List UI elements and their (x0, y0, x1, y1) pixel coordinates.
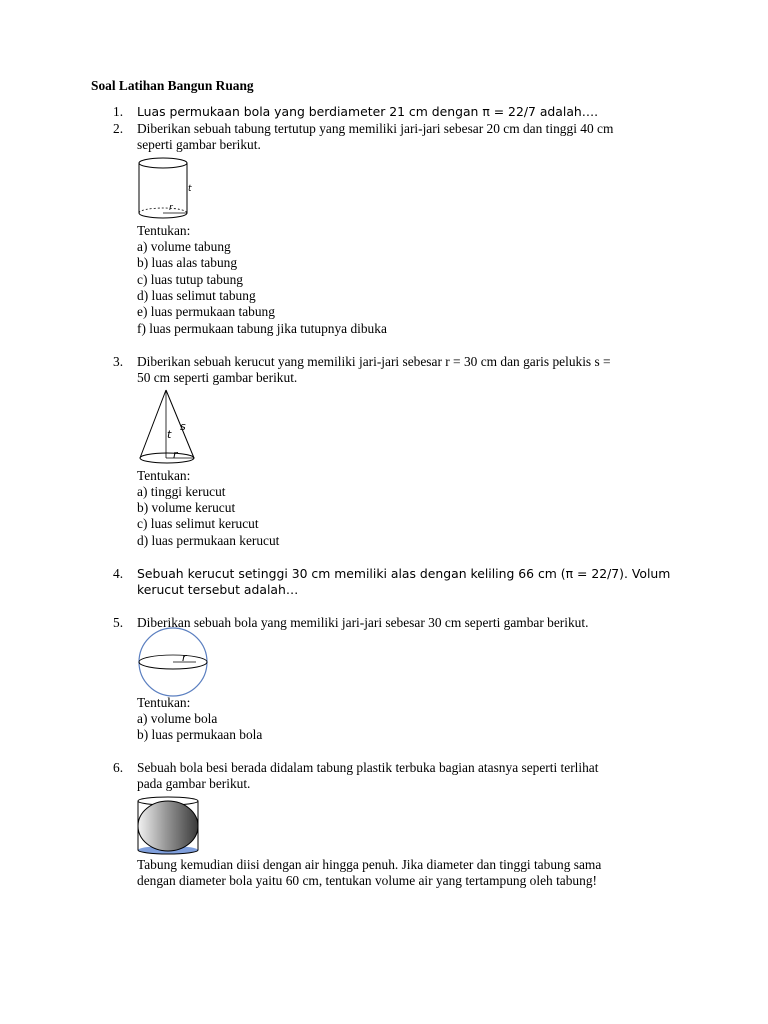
question-4-number: 4. (113, 566, 124, 581)
cone-label-s: s (180, 420, 186, 433)
question-3-line-2: 50 cm seperti gambar berikut. (137, 370, 298, 385)
question-2-item: d) luas selimut tabung (137, 288, 256, 303)
question-3-item: b) volume kerucut (137, 500, 236, 515)
question-2-item: a) volume tabung (137, 239, 231, 254)
question-6-line-2: pada gambar berikut. (137, 776, 251, 791)
question-3-tentukan: Tentukan: (137, 468, 191, 483)
cone-figure (136, 388, 206, 468)
question-3-line-1: Diberikan sebuah kerucut yang memiliki jari-jari sebesar r = 30 cm dan garis pelukis s = (137, 354, 611, 369)
sphere-label-r: r (182, 651, 187, 664)
question-6-line-3: Tabung kemudian diisi dengan air hingga penuh. Jika diameter dan tinggi tabung sama (137, 857, 602, 872)
ball-in-tube-figure (136, 795, 206, 857)
question-1-number: 1. (113, 104, 124, 119)
question-3-item: d) luas permukaan kerucut (137, 533, 280, 548)
iron-ball (138, 801, 198, 851)
question-4-line-1: Sebuah kerucut setinggi 30 cm memiliki alas dengan keliling 66 cm (π = 22/7). Volum (137, 566, 671, 581)
question-2-number: 2. (113, 121, 124, 136)
question-3-number: 3. (113, 354, 124, 369)
question-5-tentukan: Tentukan: (137, 695, 191, 710)
sphere-figure (136, 633, 212, 693)
cone-label-t: t (167, 428, 172, 441)
cone-label-r: r (173, 448, 178, 461)
question-3-item: a) tinggi kerucut (137, 484, 226, 499)
question-6-line-4: dengan diameter bola yaitu 60 cm, tentukan volume air yang tertampung oleh tabung! (137, 873, 597, 888)
question-5-item: a) volume bola (137, 711, 218, 726)
question-1-text: Luas permukaan bola yang berdiameter 21 cm dengan π = 22/7 adalah…. (137, 104, 599, 119)
question-2-line-1: Diberikan sebuah tabung tertutup yang memiliki jari-jari sebesar 20 cm dan tinggi 40 cm (137, 121, 614, 136)
question-6-line-1: Sebuah bola besi berada didalam tabung plastik terbuka bagian atasnya seperti terlihat (137, 760, 599, 775)
question-6-number: 6. (113, 760, 124, 775)
question-5-item: b) luas permukaan bola (137, 727, 263, 742)
question-4-line-2: kerucut tersebut adalah… (137, 582, 299, 597)
question-5-number: 5. (113, 615, 124, 630)
question-2-item: c) luas tutup tabung (137, 272, 243, 287)
question-2-item: f) luas permukaan tabung jika tutupnya dibuka (137, 321, 387, 336)
question-3-item: c) luas selimut kerucut (137, 516, 259, 531)
question-2-item: e) luas permukaan tabung (137, 304, 275, 319)
cylinder-label-t: t (188, 184, 192, 194)
cylinder-figure (136, 155, 206, 221)
page-title: Soal Latihan Bangun Ruang (91, 78, 254, 93)
question-2-line-2: seperti gambar berikut. (137, 137, 261, 152)
question-2-tentukan: Tentukan: (137, 223, 191, 238)
question-5-line-1: Diberikan sebuah bola yang memiliki jari-jari sebesar 30 cm seperti gambar berikut. (137, 615, 589, 630)
cylinder-label-r: r (169, 203, 173, 213)
question-2-item: b) luas alas tabung (137, 255, 238, 270)
